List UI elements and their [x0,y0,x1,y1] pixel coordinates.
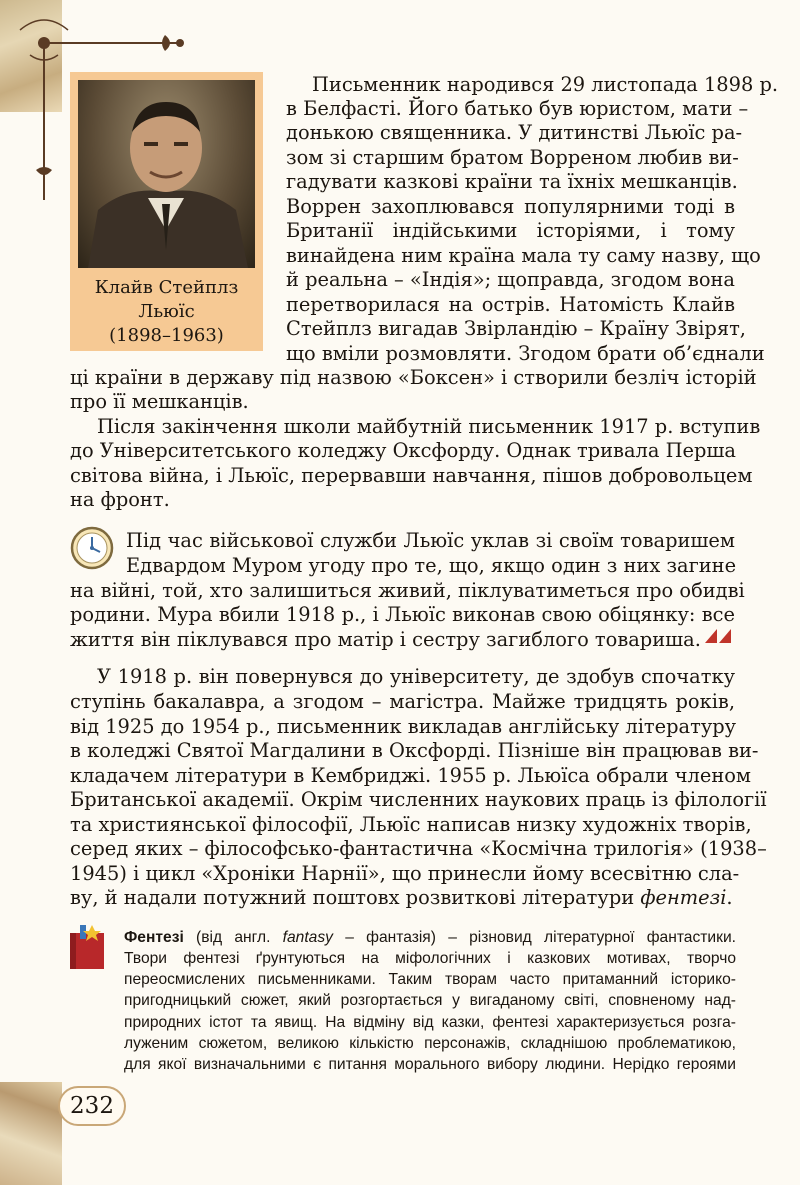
text-line: донькою священника. У дитинстві Льюїс ра- [286,121,743,144]
text-line: в коледжі Святої Магдалини в Оксфорді. Пізніше він працював ви- [70,739,759,762]
text-line: гадувати казкові країни та їхніх мешканців. [286,170,738,193]
text-line: родини. Мура вбили 1918 р., і Льюїс виконав свою обіцянку: все [70,603,735,626]
text-segment: (від англ. [183,929,283,946]
corner-decoration-bottom [0,1082,62,1185]
text-line: винайдена ним країна мала ту саму назву, що [286,244,761,267]
text-segment: . [726,886,733,909]
definition-line: луженим сюжетом, великою кількістю персонажів, складнішою проблематикою, [124,1035,736,1052]
end-marker-icon [703,627,733,645]
text-line: Едвардом Муром угоду про те, що, якщо один з них загине [126,554,737,577]
italic-term: фентезі [640,886,727,909]
text-line: Воррен захоплювався популярними тоді в [286,195,735,218]
text-line: до Університетського коледжу Оксфорду. Однак тривала Перша [70,439,736,462]
author-portrait [78,80,255,268]
text-line: ці країни в державу під назвою «Боксен» і створили безліч історій [70,366,757,389]
text-line: У 1918 р. він повернувся до університету, де здобув спочатку [97,665,735,688]
text-line: Під час військової служби Льюїс уклав зі своїм товаришем [126,529,735,552]
text-line: світова війна, і Льюїс, перервавши навчання, пішов добровольцем [70,464,753,487]
caption-line: (1898–1963) [109,325,224,346]
text-line: 1945) і цикл «Хроніки Нарнії», що принесли йому всесвітню сла- [70,862,740,885]
definition-line: Твори фентезі ґрунтуються на міфологічних і казкових мотивах, творчо [124,950,736,967]
portrait-card [70,72,263,351]
text-line: на фронт. [70,488,170,511]
definition-line: для якої визначальними є питання морального вибору людини. Нерідко героями [124,1056,736,1073]
text-line: Стейплз вигадав Звірландію – Країну Звірят, [286,317,746,340]
caption-line: Льюїс [138,301,195,322]
text-line: Британської академії. Окрім численних наукових праць із філології [70,788,767,811]
text-line: та християнської філософії, Льюїс написав низку художніх творів, [70,813,752,836]
page-number: 232 [58,1086,126,1126]
definition-line [124,927,736,948]
portrait-figure [78,80,255,268]
text-line: Письменник народився 29 листопада 1898 р. [312,73,779,96]
text-segment: – фантазія) – різновид літературної фантастики. [332,929,736,946]
definition-line: природних істот та явищ. На відміну від казки, фентезі характеризується розга- [124,1014,736,1031]
definition-line: переосмислених письменниками. Таким творам часто притаманний історико- [124,971,736,988]
text-line: перетворилася на острів. Натомість Клайв [286,293,735,316]
text-line [70,886,735,911]
text-line: кладачем літератури в Кембриджі. 1955 р. Льюїса обрали членом [70,764,752,787]
text-line: від 1925 до 1954 р., письменник викладав англійську літературу [70,715,737,738]
definition-term: Фентезі [124,929,184,946]
text-line: ступінь бакалавра, а згодом – магістра. Майже тридцять років, [70,690,735,713]
italic-word: fantasy [282,929,333,946]
text-segment: ву, й надали потужний поштовх розвиткові літератури [70,886,641,909]
clock-icon [70,526,114,570]
text-line: про її мешканців. [70,390,249,413]
text-line: життя він піклувався про матір і сестру загиблого товариша. [70,628,701,651]
text-line: зом зі старшим братом Ворреном любив ви- [286,146,739,169]
text-line: Після закінчення школи майбутній письменник 1917 р. вступив [97,415,761,438]
text-line: й реальна – «Індія»; щоправда, згодом вона [286,268,735,291]
text-line: що вміли розмовляти. Згодом брати об’єднали [286,342,765,365]
text-line: в Белфасті. Його батько був юристом, мати – [286,97,749,120]
book-icon [68,923,108,971]
text-line: серед яких – філософсько-фантастична «Космічна трилогія» (1938– [70,837,767,860]
text-line: Британії індійськими історіями, і тому [286,219,735,242]
definition-line: пригодницький сюжет, який розгортається у вигаданому світі, сповненому над- [124,992,736,1009]
caption-line: Клайв Стейплз [94,277,239,298]
text-line: на війні, той, хто залишиться живий, піклуватиметься про обидві [70,579,745,602]
